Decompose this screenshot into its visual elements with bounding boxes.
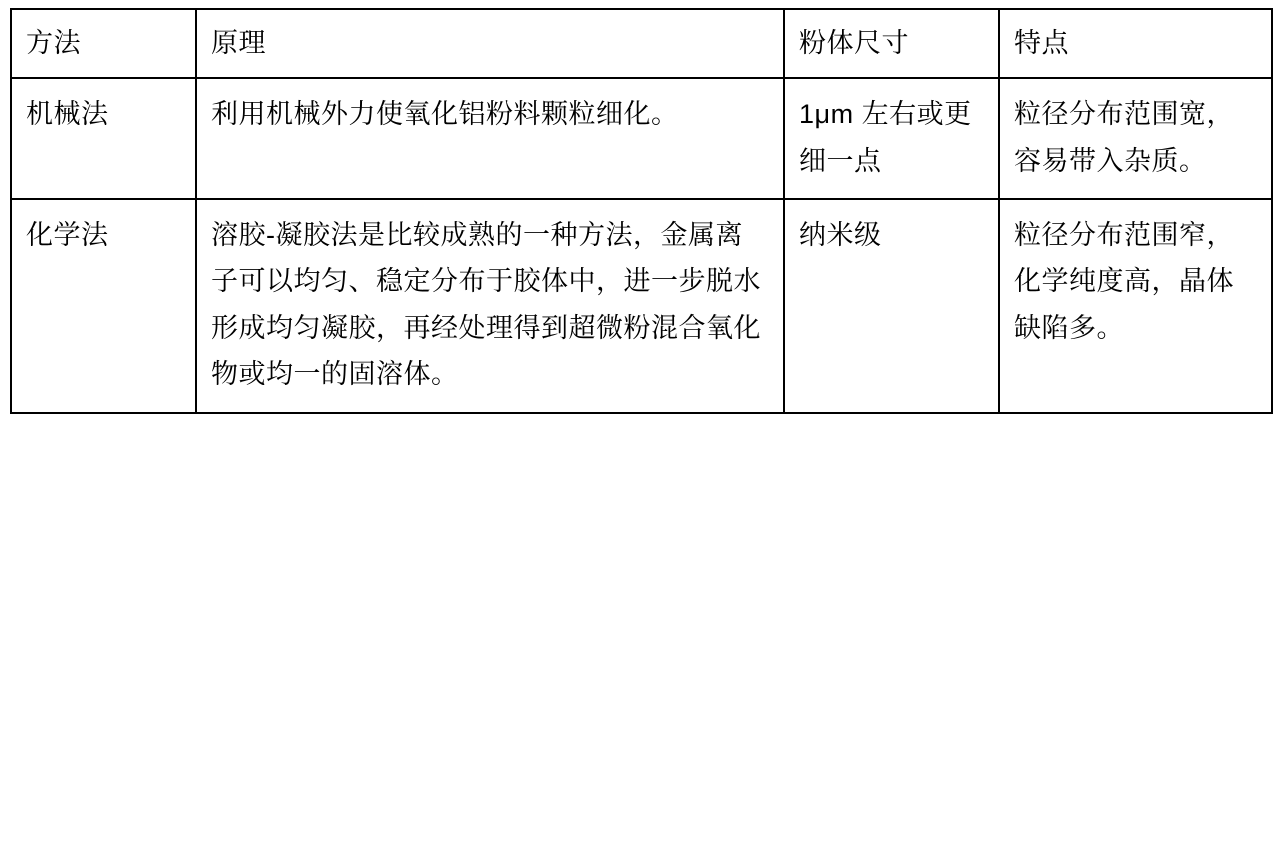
column-header-method-text: 方法	[26, 28, 81, 58]
cell-size-text: 1μm 左右或更细一点	[799, 99, 972, 176]
cell-principle-text: 溶胶-凝胶法是比较成熟的一种方法，金属离子可以均匀、稳定分布于胶体中，进一步脱水形成均匀凝胶，再经处理得到超微粉混合氧化物或均一的固溶体。	[211, 219, 761, 390]
column-header-principle-text: 原理	[211, 28, 266, 58]
cell-features-text: 粒径分布范围宽，容易带入杂质。	[1014, 99, 1234, 176]
comparison-table	[10, 8, 1273, 414]
column-header-size-text: 粉体尺寸	[799, 28, 909, 58]
cell-method	[11, 78, 196, 199]
column-header-principle	[196, 9, 784, 78]
cell-features	[999, 78, 1272, 199]
cell-method-text: 机械法	[26, 99, 109, 130]
cell-size	[784, 78, 999, 199]
cell-method-text: 化学法	[26, 219, 109, 250]
column-header-features-text: 特点	[1014, 28, 1069, 58]
cell-size-text: 纳米级	[799, 219, 882, 250]
column-header-features	[999, 9, 1272, 78]
cell-features	[999, 199, 1272, 413]
cell-principle-text: 利用机械外力使氧化铝粉料颗粒细化。	[211, 99, 679, 130]
cell-principle	[196, 199, 784, 413]
cell-principle	[196, 78, 784, 199]
cell-size	[784, 199, 999, 413]
table-row	[11, 199, 1272, 413]
column-header-method	[11, 9, 196, 78]
column-header-size	[784, 9, 999, 78]
cell-method	[11, 199, 196, 413]
table-row	[11, 78, 1272, 199]
table-header-row	[11, 9, 1272, 78]
cell-features-text: 粒径分布范围窄，化学纯度高，晶体缺陷多。	[1014, 219, 1234, 343]
